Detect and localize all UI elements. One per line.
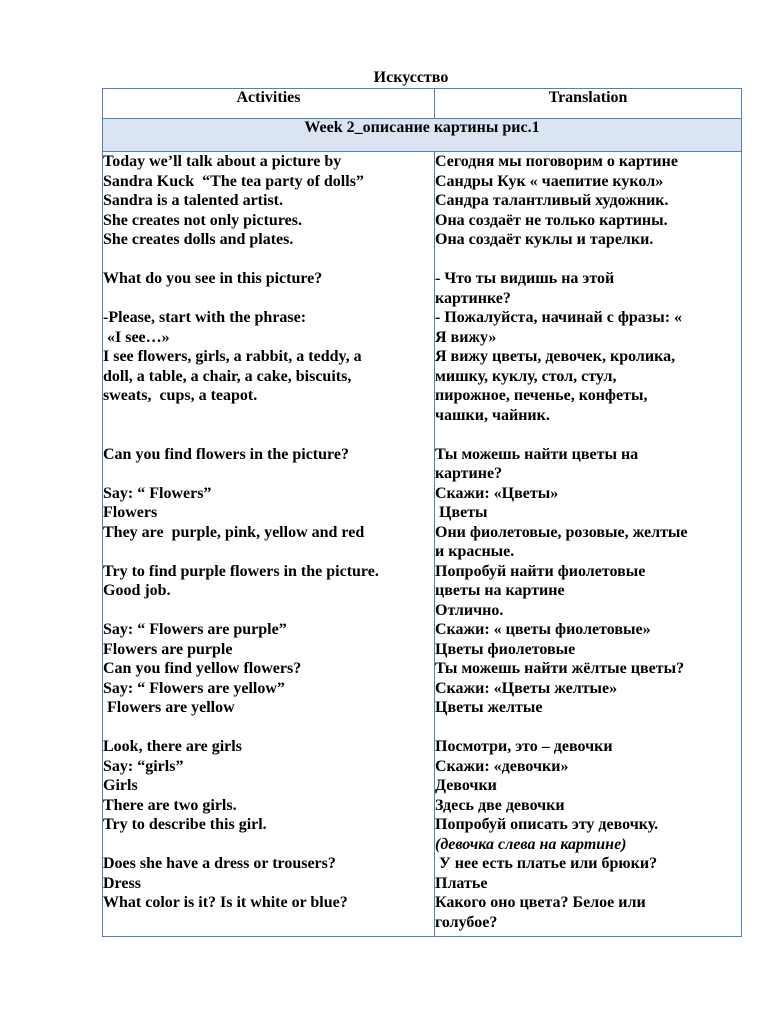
translation-cell <box>435 152 742 937</box>
activity-line <box>103 289 434 309</box>
activity-line <box>103 542 434 562</box>
activity-line: She creates dolls and plates. <box>103 231 294 248</box>
column-header-translation: Translation <box>435 89 742 119</box>
column-header-activities: Activities <box>103 89 435 119</box>
activity-line: Say: “girls” <box>103 757 184 775</box>
translation-line: мишку, куклу, стол, стул, <box>435 367 617 385</box>
activity-line: There are two girls. <box>103 796 237 814</box>
translation-line: Здесь две девочки <box>435 796 565 814</box>
activity-line <box>103 835 434 855</box>
translation-line: Ты можешь найти жёлтые цветы? <box>435 660 685 677</box>
translation-line: Скажи: «Цветы желтые» <box>435 679 618 697</box>
section-row <box>103 119 742 152</box>
lesson-table <box>102 88 742 937</box>
translation-line: Скажи: «Цветы» <box>435 484 559 502</box>
activity-line: Today we’ll talk about a picture by <box>103 153 342 170</box>
activity-line: sweats, cups, a teapot. <box>103 387 258 404</box>
activity-line: Try to find purple flowers in the picture. <box>103 562 379 580</box>
translation-line: Она создаёт куклы и тарелки. <box>435 231 654 248</box>
translation-line: голубое? <box>435 913 498 931</box>
activity-line: Say: “ Flowers are yellow” <box>103 679 285 697</box>
translation-line: (девочка слева на картине) <box>435 835 627 853</box>
activity-line: «I see…» <box>103 328 170 346</box>
translation-line: Посмотри, это – девочки <box>435 738 613 755</box>
activity-line: Flowers are purple <box>103 640 233 658</box>
translation-line <box>435 250 741 270</box>
section-title: Week 2_описание картины рис.1 <box>103 119 742 152</box>
translation-text <box>435 152 741 932</box>
translation-line: Я вижу» <box>435 328 497 346</box>
translation-line: Они фиолетовые, розовые, желтые <box>435 523 688 541</box>
translation-line: Она создаёт не только картины. <box>435 211 668 229</box>
translation-line: картинке? <box>435 289 511 307</box>
activity-line: Flowers <box>103 504 158 521</box>
activity-line <box>103 406 434 426</box>
translation-line: Я вижу цветы, девочек, кролика, <box>435 348 676 365</box>
translation-line <box>435 425 741 445</box>
activity-line: Can you find flowers in the picture? <box>103 445 349 463</box>
translation-line: Цветы желтые <box>435 699 543 716</box>
activity-line: Good job. <box>103 582 171 599</box>
content-row <box>103 152 742 937</box>
activity-line <box>103 250 434 270</box>
translation-line: Цветы фиолетовые <box>435 640 576 658</box>
table-header-row <box>103 89 742 119</box>
activity-line: Say: “ Flowers are purple” <box>103 621 287 638</box>
document-title: Искусство <box>373 69 449 86</box>
activity-line: What color is it? Is it white or blue? <box>103 894 348 911</box>
activity-line: Does she have a dress or trousers? <box>103 855 336 872</box>
translation-line: Платье <box>435 874 488 892</box>
activity-line <box>103 464 434 484</box>
translation-line: Попробуй описать эту девочку. <box>435 816 659 833</box>
translation-line: цветы на картине <box>435 582 565 599</box>
translation-line <box>435 718 741 738</box>
translation-line: пирожное, печенье, конфеты, <box>435 387 648 404</box>
activity-line: Girls <box>103 777 138 794</box>
activity-line: Try to describe this girl. <box>103 816 267 833</box>
activity-line: Sandra Kuck “The tea party of dolls” <box>103 172 364 190</box>
activity-line: Can you find yellow flowers? <box>103 660 302 677</box>
activity-line <box>103 425 434 445</box>
activity-line: Sandra is a talented artist. <box>103 192 283 209</box>
translation-line: У нее есть платье или брюки? <box>435 855 658 872</box>
translation-line: Отлично. <box>435 601 504 619</box>
activity-line: She creates not only pictures. <box>103 211 302 229</box>
activities-cell <box>103 152 435 937</box>
activity-line: Say: “ Flowers” <box>103 484 212 502</box>
activity-line: Dress <box>103 874 141 892</box>
translation-line: Девочки <box>435 777 497 794</box>
activities-text <box>103 152 434 913</box>
translation-line: Сандра талантливый художник. <box>435 192 669 209</box>
translation-line: Цветы <box>435 504 488 521</box>
translation-line: Скажи: «девочки» <box>435 757 569 775</box>
translation-line: Какого оно цвета? Белое или <box>435 894 646 911</box>
activity-line <box>103 601 434 621</box>
translation-line: картине? <box>435 465 503 482</box>
activity-line: I see flowers, girls, a rabbit, a teddy, a <box>103 348 362 365</box>
translation-line: Ты можешь найти цветы на <box>435 445 639 463</box>
translation-line: - Пожалуйста, начинай с фразы: « <box>435 309 683 326</box>
activity-line: doll, a table, a chair, a cake, biscuits, <box>103 367 352 385</box>
activity-line: They are purple, pink, yellow and red <box>103 523 365 541</box>
translation-line: и красные. <box>435 543 515 560</box>
translation-line: Попробуй найти фиолетовые <box>435 562 646 580</box>
activity-line <box>103 718 434 738</box>
activity-line: What do you see in this picture? <box>103 270 323 287</box>
activity-line: Look, there are girls <box>103 738 242 755</box>
translation-line: чашки, чайник. <box>435 406 550 424</box>
translation-line: - Что ты видишь на этой <box>435 270 615 287</box>
activity-line: -Please, start with the phrase: <box>103 309 307 326</box>
translation-line: Сандры Кук « чаепитие кукол» <box>435 172 664 190</box>
translation-line: Скажи: « цветы фиолетовые» <box>435 621 651 638</box>
activity-line: Flowers are yellow <box>103 699 235 716</box>
translation-line: Сегодня мы поговорим о картине <box>435 153 678 170</box>
